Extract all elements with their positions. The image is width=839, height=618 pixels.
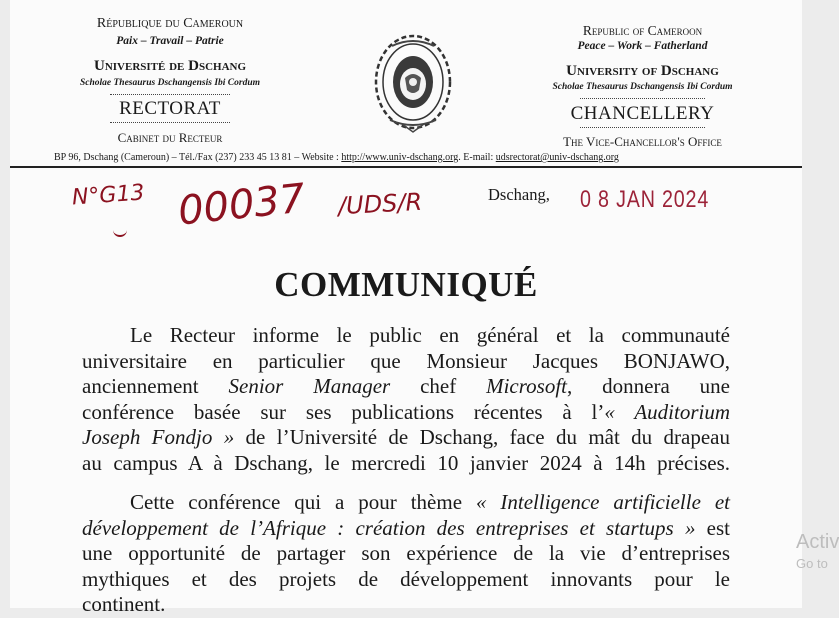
handwritten-mark xyxy=(113,230,127,237)
paragraph-2 xyxy=(82,490,730,618)
country-en: Republic of Cameroon xyxy=(582,23,703,38)
text-line: mythiques et des projets de développement innovants pour le xyxy=(82,566,730,591)
reference-number: 00037 xyxy=(175,175,308,235)
divider-dots xyxy=(580,98,705,99)
text-run-italic: développement de l’Afrique : création des entreprises et startups » xyxy=(82,515,696,540)
header-rule xyxy=(10,166,802,168)
university-latin-en: Scholae Thesaurus Dschangensis Ibi Cordum xyxy=(552,82,733,92)
contact-line xyxy=(54,152,619,163)
text-line xyxy=(82,516,730,542)
text-line: universitaire en particulier que Monsieur Jacques BONJAWO, xyxy=(82,348,730,373)
motto-en: Peace – Work – Fatherland xyxy=(577,40,708,52)
text-line: une opportunité de partager son expérience de la vie d’entreprises xyxy=(82,541,730,565)
text-run: de l’Université de Dschang, face du mât du drapeau xyxy=(234,425,731,449)
office-en: The Vice-Chancellor's Office xyxy=(563,134,722,149)
motto-fr: Paix – Travail – Patrie xyxy=(116,35,224,47)
text-line: Le Recteur informe le public en général et la communauté xyxy=(130,323,730,347)
university-seal-icon xyxy=(372,32,454,134)
text-run: chef xyxy=(390,374,487,398)
text-line xyxy=(82,374,730,400)
website-link[interactable]: http://www.univ-dschang.org xyxy=(341,152,459,163)
divider-dots xyxy=(580,127,705,128)
divider-dots xyxy=(110,122,230,123)
text-run-italic: « Auditorium xyxy=(604,399,731,424)
text-run-italic: Joseph Fondjo » xyxy=(82,425,235,449)
email-label: . E-mail: xyxy=(458,152,496,163)
office-fr: Cabinet du Recteur xyxy=(117,130,223,145)
country-fr: République du Cameroun xyxy=(96,16,244,31)
text-run: conférence basée sur ses publications récentes à l’ xyxy=(82,399,605,424)
text-run: Cette conférence qui a pour thème xyxy=(130,490,476,514)
text-run: est xyxy=(695,515,731,540)
university-name-en: University of Dschang xyxy=(566,63,719,79)
text-run-italic: Senior Manager xyxy=(228,374,391,398)
page-title: COMMUNIQUÉ xyxy=(274,265,538,304)
contact-address: BP 96, Dschang (Cameroun) – Tél./Fax (237) 233 45 13 81 – Website : xyxy=(54,152,342,163)
document-page xyxy=(10,0,802,616)
email-link[interactable]: udsrectorat@univ-dschang.org xyxy=(495,152,619,163)
reference-suffix: /UDS/R xyxy=(337,187,423,221)
text-line: continent. xyxy=(82,592,166,616)
date-label: Dschang, xyxy=(488,185,550,204)
text-run: , donnera une xyxy=(567,374,730,398)
department-fr: RECTORAT xyxy=(119,98,221,119)
department-en: CHANCELLERY xyxy=(570,103,715,124)
text-line xyxy=(82,400,730,426)
activation-watermark: Activ xyxy=(796,531,839,553)
text-line xyxy=(82,425,730,451)
university-latin-fr: Scholae Thesaurus Dschangensis Ibi Cordum xyxy=(79,78,261,88)
text-line: au campus A à Dschang, le mercredi 10 janvier 2024 à 14h précises. xyxy=(82,450,730,475)
text-run-italic: « Intelligence artificielle et xyxy=(475,490,730,514)
activation-watermark-sub: Go to xyxy=(796,556,828,571)
university-name-fr: Université de Dschang xyxy=(93,58,247,74)
text-line xyxy=(82,490,730,516)
text-run-italic: Microsoft xyxy=(486,374,567,398)
date-stamp: 0 8 JAN 2024 xyxy=(580,186,710,213)
divider-dots xyxy=(110,94,230,95)
text-run: anciennement xyxy=(82,374,229,398)
paragraph-1 xyxy=(82,323,730,476)
reference-prefix: N°G13 xyxy=(71,180,146,211)
